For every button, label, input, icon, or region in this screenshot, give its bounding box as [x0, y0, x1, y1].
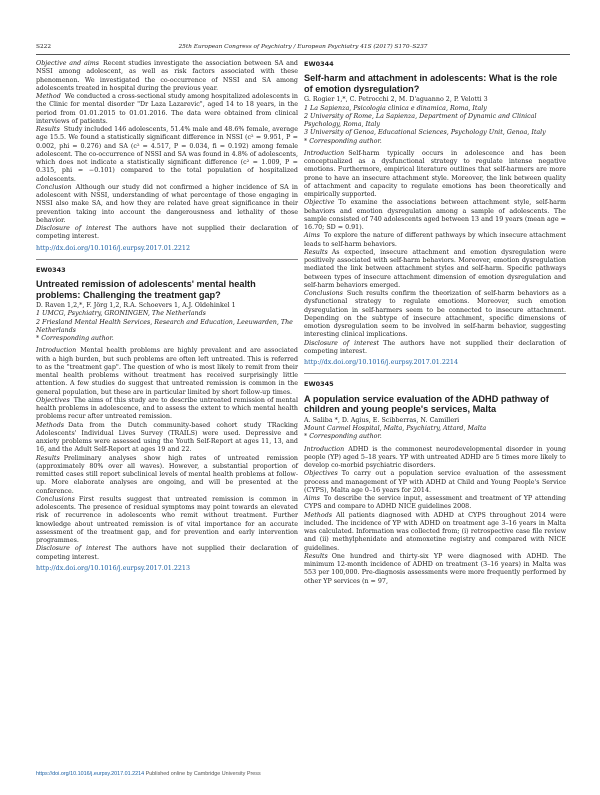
abstract-code: EW0345 [304, 380, 334, 389]
abstract-title: Self-harm and attachment in adolescents: What is the role of emotion dysregulation? [304, 73, 558, 94]
doi-link[interactable]: http://dx.doi.org/10.1016/j.eurpsy.2017.01.2213 [36, 564, 190, 572]
paragraph-aims: Aims To explore the nature of different pathways by which insecure attachment leads to self-harm behaviors. [304, 232, 566, 248]
paragraph-disclosure: Disclosure of interest The authors have not supplied their declaration of competing interest. [36, 545, 298, 561]
paragraph-objectives: Objectives The aims of this study are to describe untreated remission of mental health problems in adolescence, and to assess the extent to which mental health problems recur after untreated remission. [36, 396, 298, 421]
paragraph-results: Results One hundred and thirty-six YP were diagnosed with ADHD. The minimum 12-month incidence of ADHD on treatment (3–16 years) in Malta was 553 per 100,000. Pre-diagnosis assessments were more frequently performed by other YP services (n = 97, [304, 552, 566, 585]
paragraph-introduction: Introduction Mental health problems are highly prevalent and are associated with a high burden, but such problems are often left untreated. This is referred to as the "treatment gap". The question of who is most likely to remit from their mental health problems without treatment has received surprisingly little attention. A few studies do suggest that untreated remission is common in the general population, but these are in particular limited by short follow-up times. [36, 347, 298, 396]
corresponding-author: * Corresponding author. [36, 335, 114, 343]
paragraph-conclusion: Conclusion Although our study did not confirmed a higher incidence of SA in adolescent with NSSI, understanding of what percentage of those engaging in NSSI also make SA, and how they are related have great significance in their prevention taking into account the dangerousness and lethality of those behavior. [36, 183, 298, 224]
paragraph-aims: Aims To describe the service input, assessment and treatment of YP attending CYPS and compare to ADHD NICE guidelines 2008. [304, 495, 566, 511]
paragraph-conclusions: Conclusions First results suggest that untreated remission is common in adolescents. The presence of residual symptoms may point towards an elevated risk of recurrence in adolescents who remit without treatment. Further knowledge about untreated remission is of vital importance for an accurate assessment of the treatment gap, and for prevention and early intervention programmes. [36, 495, 298, 545]
paragraph-introduction: Introduction ADHD is the commonest neurodevelopmental disorder in young people (YP) aged 5–18 years. YP with untreated ADHD are 5 times more likely to develop co-morbid psychiatric disorders. [304, 445, 566, 470]
affiliation: 3 University of Genoa, Educational Sciences, Psychology Unit, Genoa, Italy [304, 129, 546, 137]
right-column [304, 60, 566, 586]
paragraph-disclosure: Disclosure of interest The authors have not supplied their declaration of competing interest. [304, 339, 566, 355]
paragraph-objective: Objective and aims Recent studies investigate the association between SA and NSSI among adolescent, as well as risk factors associated with these phenomenon. We investigated the co-occurrence of NSSI and SA among adolescents treated in hospital during the previous year. [36, 60, 298, 92]
paragraph-objective: Objective To examine the associations between attachment style, self-harm behaviors and emotion dysregulation among a sample of adolescents. The sample consisted of 740 adolescents aged between 13 and 19 years (mean age = 16.70; SD = 0.91). [304, 199, 566, 232]
doi-link[interactable]: http://dx.doi.org/10.1016/j.eurpsy.2017.01.2212 [36, 244, 190, 252]
corresponding-author: * Corresponding author. [304, 137, 382, 145]
doi-link[interactable]: http://dx.doi.org/10.1016/j.eurpsy.2017.01.2214 [304, 359, 458, 367]
header-rule [36, 54, 570, 55]
paragraph-objectives: Objectives To carry out a population service evaluation of the assessment process and management of YP with ADHD at Child and Young People's Service (CYPS), Malta age 0–16 years for 2014. [304, 470, 566, 494]
author-list: G. Rogier 1,*, C. Petrocchi 2, M. D'aguanno 2, P. Velotti 3 [304, 96, 488, 104]
page-footer [36, 771, 570, 777]
paragraph-introduction: Introduction Self-harm typically occurs in adolescence and has been conceptualized as a dysfunctional strategy to regulate intense negative emotions. Furthermore, empirical literature outlines that self-harmers are more prone to have an insecure attachment style. Moreover, the link between quality of attachment and capacity to regulate emotions has been theoretically and empirically supported. [304, 149, 566, 199]
paragraph-method: Method We conducted a cross-sectional study among hospitalized adolescents in the Clinic for mental disorder "Dr Laza Lazarevic", aged 14 to 18 years, in the period from 01.01.2015 to 01.01.2016. The data were obtained from clinical interviews of patients. [36, 93, 298, 125]
affiliation: 2 Friesland Mental Health Services, Research and Education, Leeuwarden, The Netherlands [36, 318, 293, 334]
paragraph-conclusions: Conclusions Such results confirm the theorization of self-harm behaviors as a dysfunctional strategy to regulate emotions. Moreover, such emotion dysregulation in self-harmers seem to be connected to insecure attachment. Depending on the subtype of insecure attachment, specific dimensions of emotion dysregulation seem to be involved in self-harm behavior, suggesting interesting clinical implications. [304, 290, 566, 339]
affiliation: 1 UMCG, Psychiatry, GRONINGEN, The Netherlands [36, 310, 206, 318]
paragraph-disclosure: Disclosure of interest The authors have not supplied their declaration of competing interest. [36, 225, 298, 241]
paragraph-methods: Methods All patients diagnosed with ADHD at CYPS throughout 2014 were included. The incidence of YP with ADHD on treatment age 3–16 years in Malta was calculated. Information was collected from; (i) retrospective case file review and (ii) methylphenidate and atomoxetine registry and compared with NICE guidelines. [304, 511, 566, 552]
abstract-code: EW0344 [304, 60, 334, 68]
footer-publisher-text: Published online by Cambridge University Press [145, 771, 261, 777]
author-list: A. Saliba *, D. Agius, E. Scibberras, N. Camilleri [304, 416, 460, 424]
journal-citation: 25th European Congress of Psychiatry / European Psychiatry 41S (2017) S170–S237 [178, 44, 428, 50]
paragraph-methods: Methods Data from the Dutch community-based cohort study TRacking Adolescents' Individual Lives Survey (TRAILS) were used. Depressive and anxiety problems were assessed using the Youth Self-Report at ages 11, 13, and 16, and the Adult Self-Report at ages 19 and 22. [36, 421, 298, 454]
paragraph-results: Results As expected, insecure attachment and emotion dysregulation were positively associated with self-harm behaviors. Moreover, emotion dysregulation mediated the link between attachment styles and self-harm. Specific pathways between types of insecure attachment dimension of emotion dysregulation and self-harm behaviors emerged. [304, 248, 566, 289]
section-divider [36, 259, 298, 260]
affiliation: 1 La Sapienza, Psicologia clinica e dinamica, Roma, Italy [304, 104, 487, 112]
abstract-title: Untreated remission of adolescents' mental health problems: Challenging the treatment gap? [36, 279, 256, 300]
left-column [36, 60, 298, 579]
affiliation: Mount Carmel Hospital, Malta, Psychiatry, Attard, Malta [304, 425, 487, 433]
paragraph-results: Results Preliminary analyses show high rates of untreated remission (approximately 80% over all waves). However, a substantial proportion of remitted cases still report subclinical levels of mental health problems at follow-up. More elaborate analyses are ongoing, and will be presented at the conference. [36, 454, 298, 495]
corresponding-author: * Corresponding author. [304, 433, 382, 441]
paragraph-results: Results Study included 146 adolescents, 51.4% male and 48.6% female, average age 15.5. We found a statistically significant difference in NSSI (c² = 9.951, P = 0.002, phi = 0.276) and SA (c² = 4.517, P = 0.034, fi = 0.192) among female adolescent. The co-occurrence of NSSI and SA was found in 4.8% of adolescents, which does not indicate a statistically significant difference (c² = 1.009, P = 0.315, phi = −0.101) compared to the total population of hospitalized adolescents. [36, 126, 298, 183]
affiliation: 2 University of Rome, La Sapienza, Department of Dynamic and Clinical Psychology, Roma, Italy [304, 112, 537, 129]
abstract-title: A population service evaluation of the ADHD pathway of children and young people's services, Malta [304, 393, 549, 415]
page-number: S222 [36, 44, 52, 50]
footer-doi-link[interactable]: https://doi.org/10.1016/j.eurpsy.2017.01.2214 [36, 771, 145, 777]
section-divider [304, 373, 566, 374]
author-list: D. Raven 1,2,*, F. Jörg 1,2, R.A. Schoevers 1, A.J. Oldehinkel 1 [36, 302, 236, 310]
abstract-code: EW0343 [36, 265, 66, 274]
